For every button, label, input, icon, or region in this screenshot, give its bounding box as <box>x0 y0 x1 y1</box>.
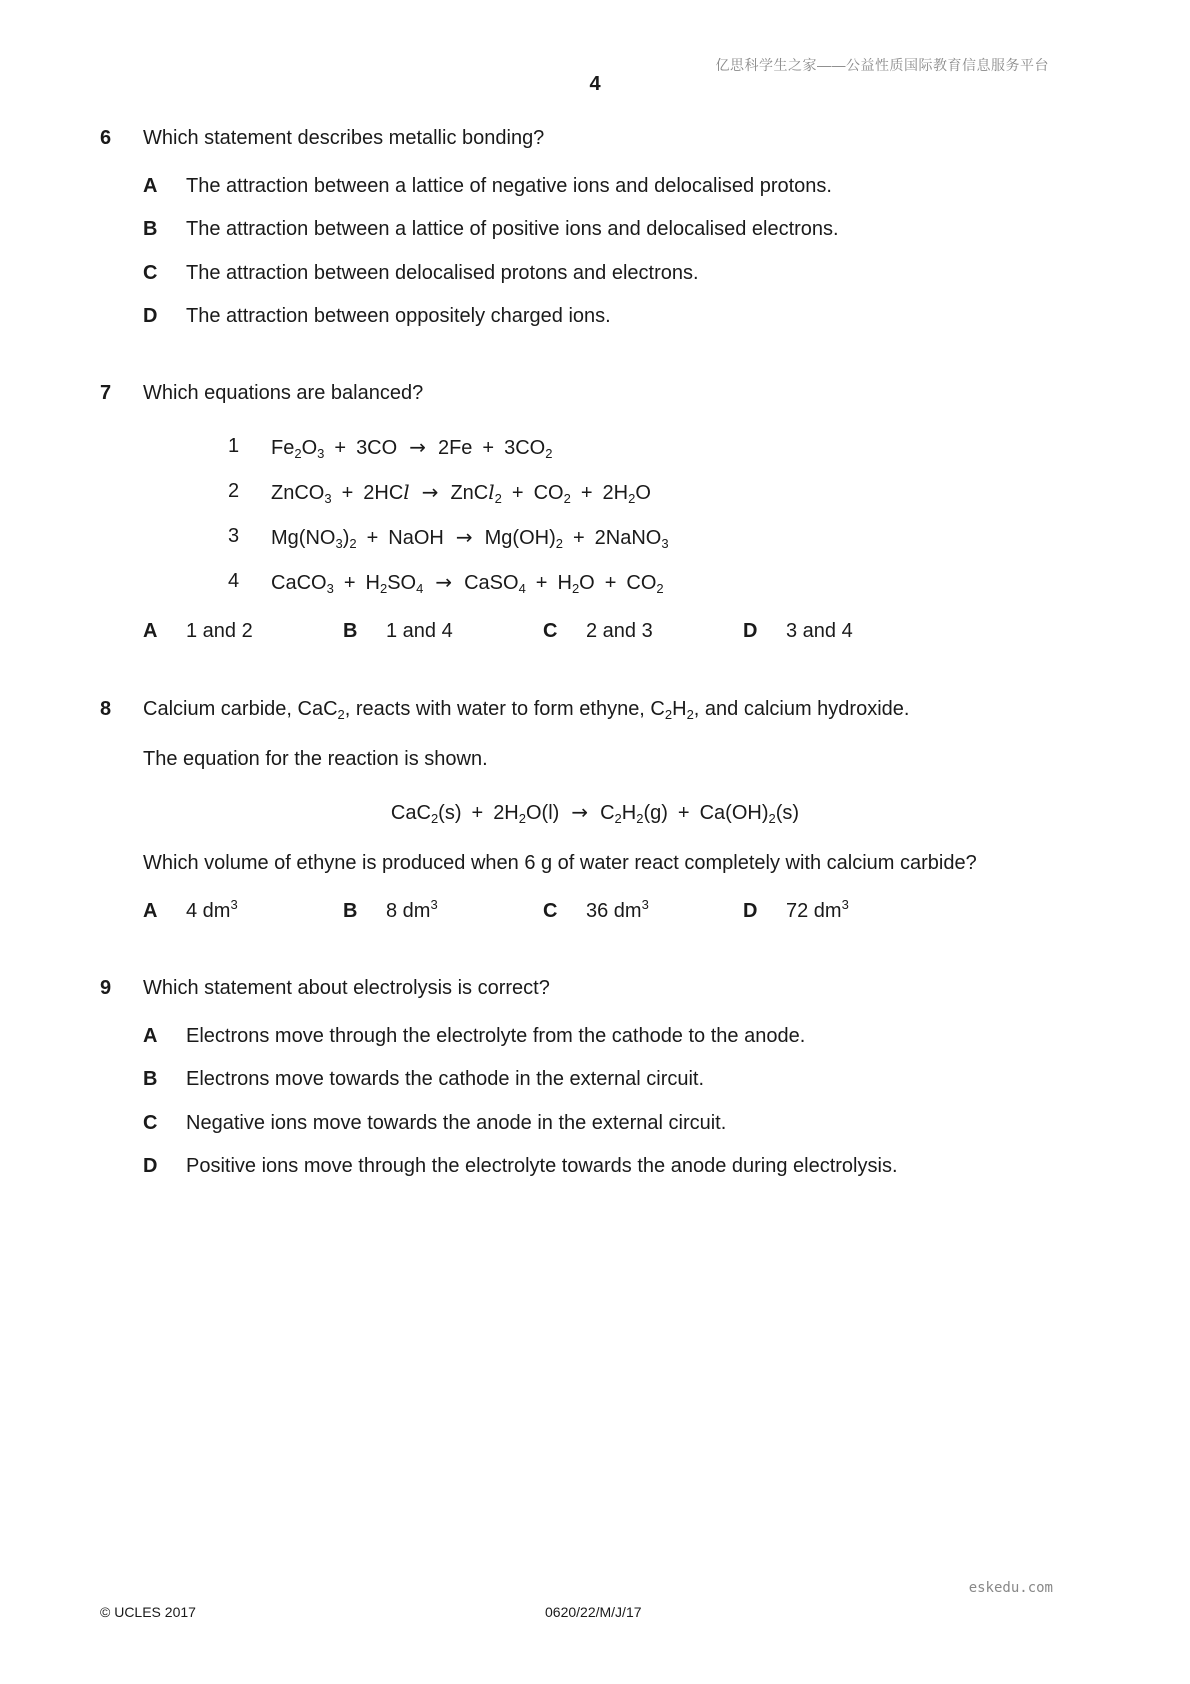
q8-option-b-letter: B <box>343 900 358 922</box>
q7-option-d[interactable] <box>743 620 853 643</box>
equation-3-number: 3 <box>228 525 240 547</box>
q9-option-a-letter[interactable]: A <box>143 1025 158 1047</box>
q7-option-a-text: 1 and 2 <box>186 620 253 642</box>
equation-3: $Mg(NO_3)_2$ + NaOH → $Mg(OH)_2$ + 2NaNO$_3$ <box>271 525 669 551</box>
question-9-text: Which statement about electrolysis is correct? <box>143 977 550 999</box>
q9-option-d-letter[interactable]: D <box>143 1155 158 1177</box>
q6-option-d-letter[interactable]: D <box>143 305 158 327</box>
equation-1: $Fe_2O_3 + 3CO \to 2Fe + 3CO_2$ <box>271 435 553 461</box>
q8-option-d-letter: D <box>743 900 758 922</box>
question-6-number: 6 <box>100 127 112 149</box>
q7-option-b[interactable] <box>343 620 453 643</box>
q8-option-b-value: 8 dm <box>386 900 431 922</box>
q9-option-c-letter[interactable]: C <box>143 1112 158 1134</box>
q9-option-a-text: Electrons move through the electrolyte from the cathode to the anode. <box>186 1025 806 1047</box>
q7-option-c[interactable] <box>543 620 653 643</box>
question-8-question: Which volume of ethyne is produced when 6 g of water react completely with calcium carbide? <box>143 852 977 874</box>
q7-option-b-text: 1 and 4 <box>386 620 453 642</box>
question-8-line2: The equation for the reaction is shown. <box>143 748 488 770</box>
q7-option-c-text: 2 and 3 <box>586 620 653 642</box>
q6-option-b-letter[interactable]: B <box>143 218 158 240</box>
q6-option-d-text: The attraction between oppositely charged ions. <box>186 305 611 327</box>
reaction-equation: $CaC_2(s) + 2H_2O(l) \to C_2H_2(g) + Ca(OH)_2(s)$ <box>390 800 800 826</box>
question-9-number: 9 <box>100 977 112 999</box>
question-8-intro: Calcium carbide, CaC$_2$, reacts with water to form ethyne, $C_2H_2$, and calcium hydroxide. <box>143 698 910 722</box>
q6-option-a-letter[interactable]: A <box>143 175 158 197</box>
footer-paper-code: 0620/22/M/J/17 <box>545 1604 642 1620</box>
q6-option-c-letter[interactable]: C <box>143 262 158 284</box>
q6-option-b-text: The attraction between a lattice of positive ions and delocalised electrons. <box>186 218 839 240</box>
q8-option-c[interactable]: C 36 $dm^3$ <box>543 897 649 922</box>
q9-option-b-letter[interactable]: B <box>143 1068 158 1090</box>
q8-option-d-value: 72 dm <box>786 900 842 922</box>
footer-copyright: © UCLES 2017 <box>100 1604 196 1620</box>
q8-option-b[interactable]: B 8 $dm^3$ <box>343 897 438 922</box>
header-watermark: 亿思科学生之家——公益性质国际教育信息服务平台 <box>715 57 1049 73</box>
question-6-text: Which statement describes metallic bonding? <box>143 127 545 149</box>
q7-option-c-letter: C <box>543 620 558 642</box>
q8-option-c-value: 36 dm <box>586 900 642 922</box>
q8-option-a[interactable]: A 4 $dm^3$ <box>143 897 238 922</box>
q7-option-a-letter: A <box>143 620 158 642</box>
question-7-text: Which equations are balanced? <box>143 382 424 404</box>
equation-2: ZnCO$_3$ + 2HCl → ZnCl$_2$ + $CO_2 + 2H_2O$ <box>271 480 651 506</box>
q8-option-a-value: 4 dm <box>186 900 231 922</box>
q6-option-a-text: The attraction between a lattice of negative ions and delocalised protons. <box>186 175 832 197</box>
q9-option-d-text: Positive ions move through the electrolyte towards the anode during electrolysis. <box>186 1155 898 1177</box>
footer-watermark: eskedu.com <box>968 1580 1053 1596</box>
q7-option-d-text: 3 and 4 <box>786 620 853 642</box>
page-number: 4 <box>589 73 601 95</box>
equation-1-number: 1 <box>228 435 240 457</box>
equation-4: CaCO$_3$ + $H_2SO_4$ → CaSO$_4$ + $H_2O + CO_2$ <box>271 570 664 596</box>
q9-option-c-text: Negative ions move towards the anode in the external circuit. <box>186 1112 727 1134</box>
question-7-number: 7 <box>100 382 112 404</box>
q7-option-b-letter: B <box>343 620 358 642</box>
equation-4-number: 4 <box>228 570 240 592</box>
question-8-number: 8 <box>100 698 112 720</box>
q7-option-a[interactable] <box>143 620 253 643</box>
q9-option-b-text: Electrons move towards the cathode in the external circuit. <box>186 1068 705 1090</box>
q6-option-c-text: The attraction between delocalised protons and electrons. <box>186 262 699 284</box>
q7-option-d-letter: D <box>743 620 758 642</box>
equation-2-number: 2 <box>228 480 240 502</box>
q8-option-a-letter: A <box>143 900 158 922</box>
q8-option-c-letter: C <box>543 900 558 922</box>
q8-option-d[interactable]: D 72 $dm^3$ <box>743 897 849 922</box>
